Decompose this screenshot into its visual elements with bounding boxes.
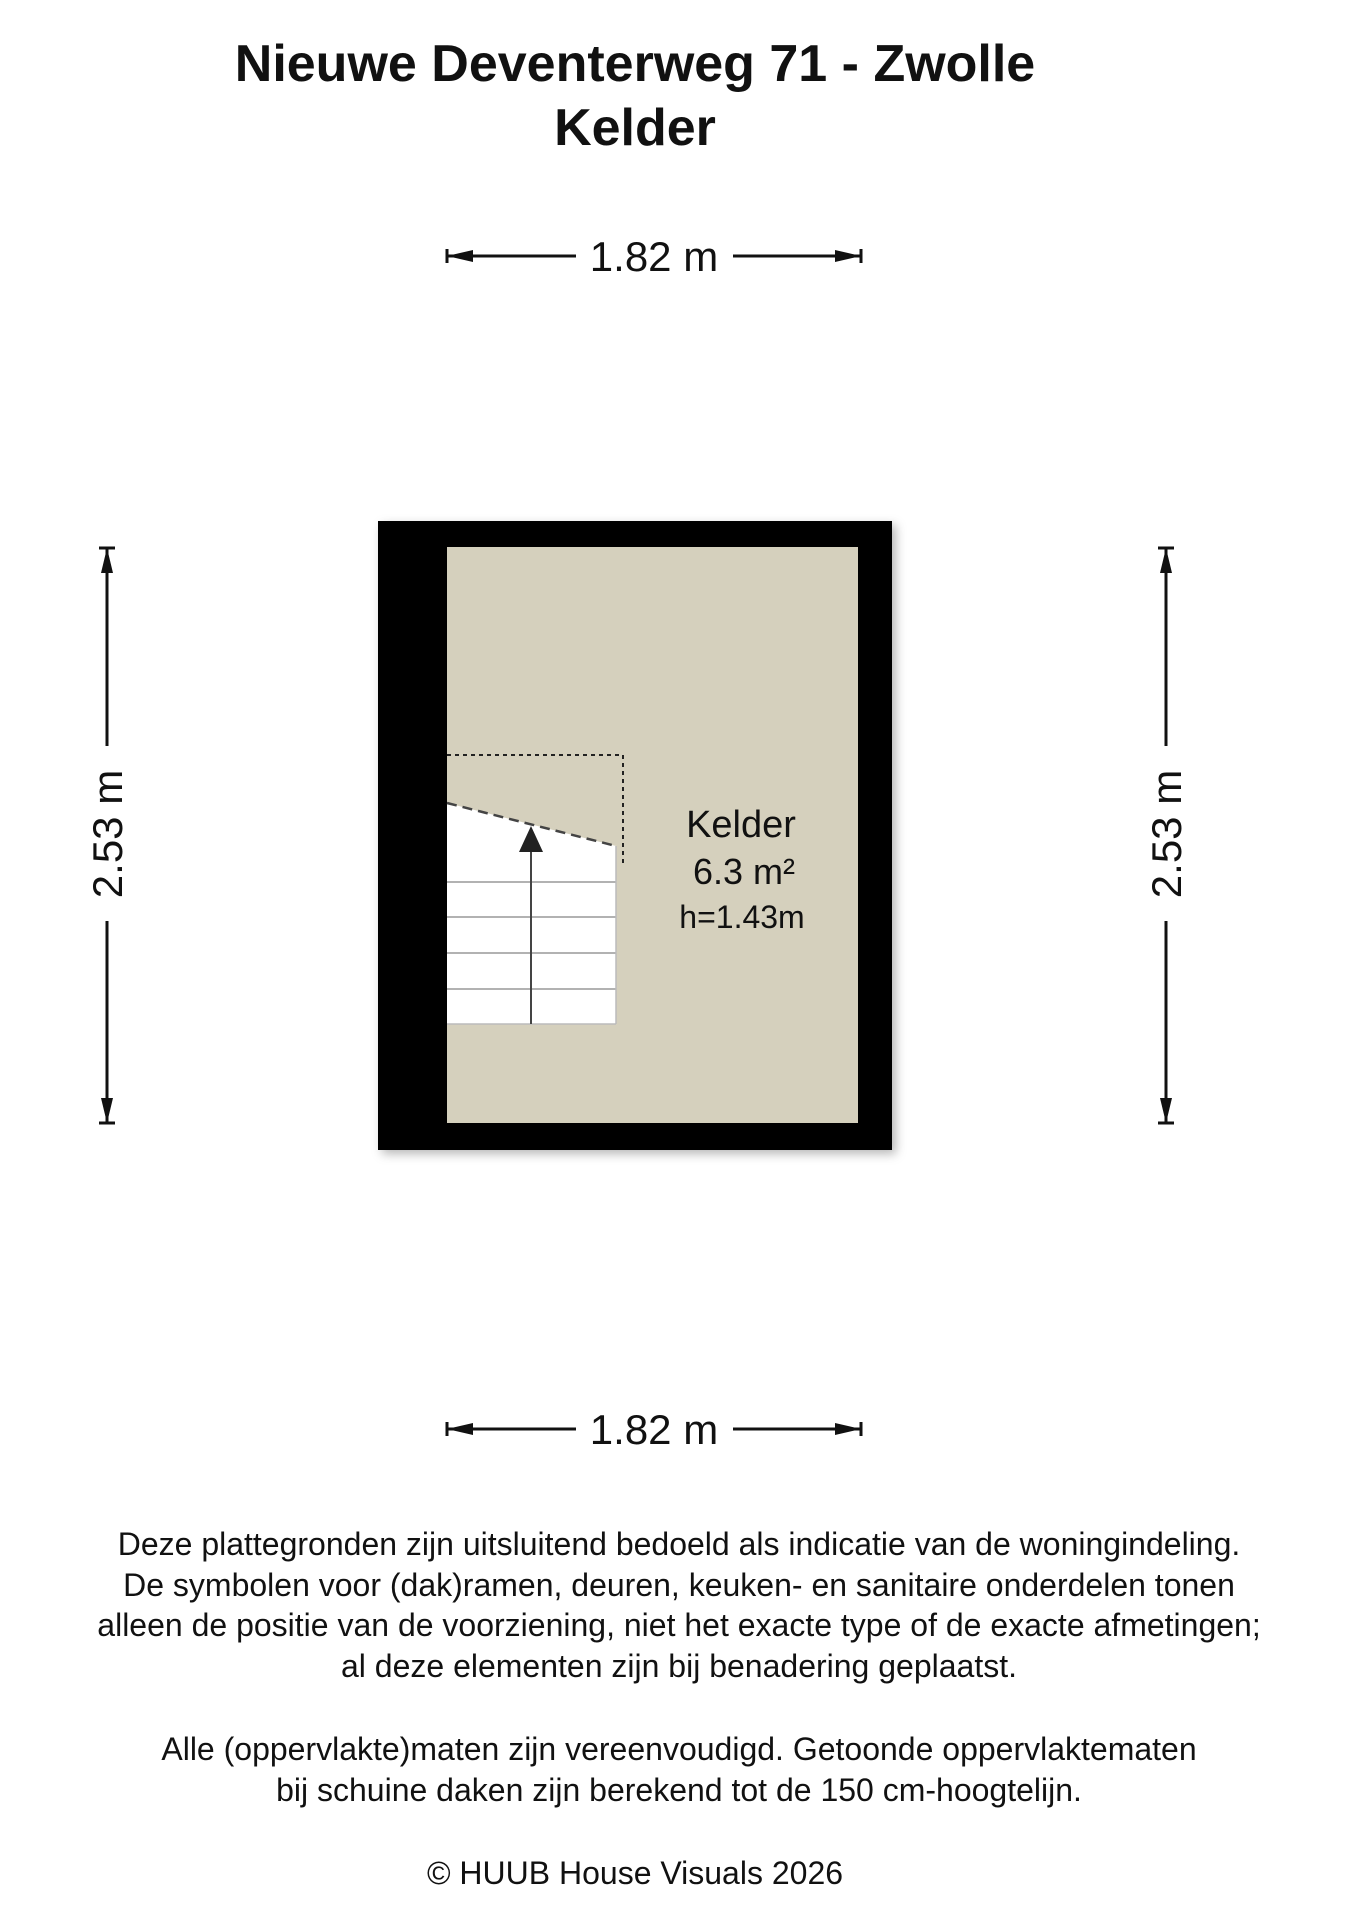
dimension-right-label: 2.53 m: [1143, 769, 1190, 899]
page-title-floor: Kelder: [554, 99, 716, 157]
dimension-left: [84, 548, 131, 1123]
disclaimer-line: De symbolen voor (dak)ramen, deuren, keuken- en sanitaire onderdelen tonen: [123, 1566, 1235, 1603]
room-height: h=1.43m: [679, 899, 805, 935]
dimension-left-label: 2.53 m: [84, 769, 131, 899]
disclaimer-line: Alle (oppervlakte)maten zijn vereenvoudigd. Getoonde oppervlaktematen: [161, 1731, 1197, 1767]
disclaimer-line: al deze elementen zijn bij benadering geplaatst.: [340, 1647, 1017, 1684]
disclaimer-paragraph-1: [0, 1524, 1358, 1686]
room-name: Kelder: [686, 804, 796, 846]
dimension-bottom: [447, 1406, 861, 1453]
dimension-top: [447, 233, 861, 280]
page-title-address: Nieuwe Deventerweg 71 - Zwolle: [234, 35, 1036, 93]
disclaimer-line: alleen de positie van de voorziening, niet het exacte type of de exacte afmetingen;: [97, 1607, 1261, 1643]
dimension-top-label: 1.82 m: [589, 233, 719, 280]
disclaimer-line: bij schuine daken zijn berekend tot de 150 cm-hoogtelijn.: [276, 1771, 1082, 1808]
dimension-right: [1143, 548, 1190, 1123]
dimension-bottom-label: 1.82 m: [589, 1406, 719, 1453]
copyright-notice: © HUUB House Visuals 2026: [426, 1855, 844, 1891]
disclaimer-line: Deze plattegronden zijn uitsluitend bedoeld als indicatie van de woningindeling.: [117, 1526, 1241, 1562]
room-area: 6.3 m²: [692, 851, 796, 892]
disclaimer-paragraph-2: [0, 1729, 1358, 1810]
